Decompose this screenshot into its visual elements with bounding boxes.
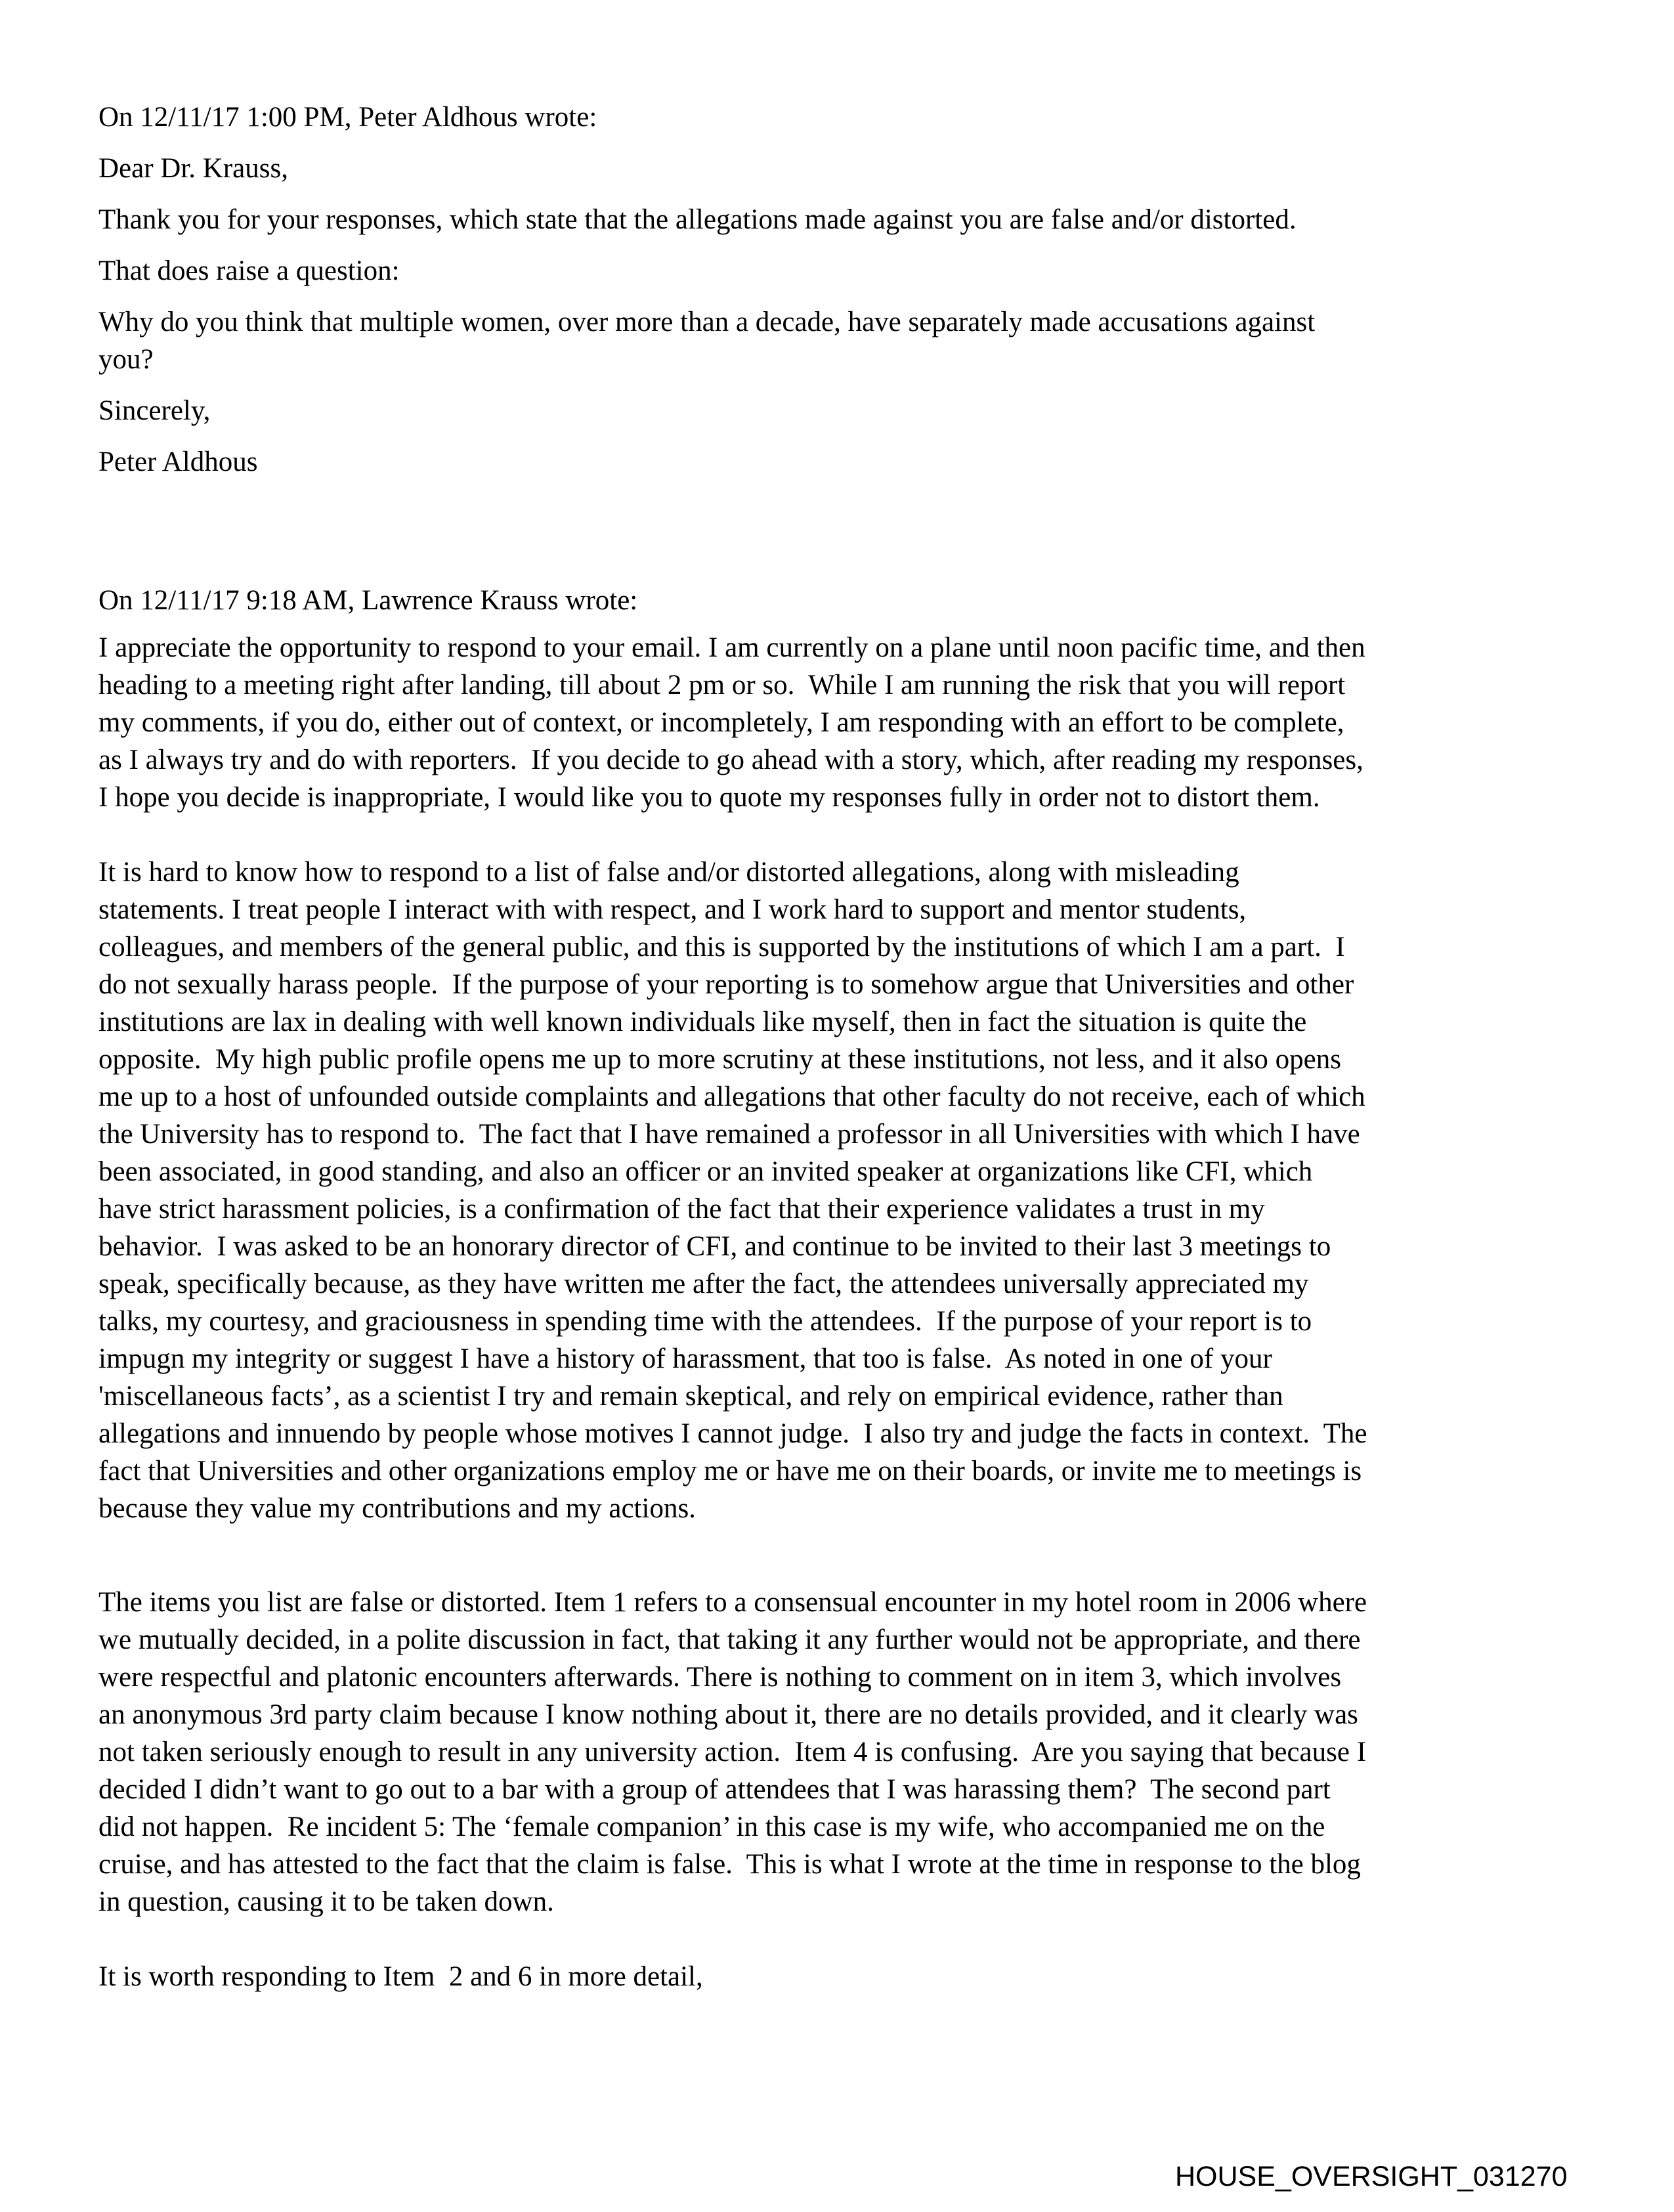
text-line: I appreciate the opportunity to respond to your email. I am currently on a plane until noon pacific time, and then xyxy=(98,632,1365,663)
text-line: the University has to respond to. The fact that I have remained a professor in all Universities with which I have xyxy=(98,1119,1360,1150)
email-2-paragraph-3 xyxy=(98,1584,1608,1920)
email-1-salutation: Dear Dr. Krauss, xyxy=(98,153,288,184)
text-line: colleagues, and members of the general public, and this is supported by the institutions of which I am a part. I xyxy=(98,932,1345,963)
email-2-header: On 12/11/17 9:18 AM, Lawrence Krauss wrote: xyxy=(98,585,638,616)
email-1-header: On 12/11/17 1:00 PM, Peter Aldhous wrote: xyxy=(98,102,597,133)
email-1-body-line-2: That does raise a question: xyxy=(98,255,400,286)
text-line: heading to a meeting right after landing, till about 2 pm or so. While I am running the risk that you will report xyxy=(98,670,1346,701)
text-line: speak, specifically because, as they have written me after the fact, the attendees universally appreciated my xyxy=(98,1269,1309,1299)
text-line: not taken seriously enough to result in any university action. Item 4 is confusing. Are you saying that because I xyxy=(98,1737,1367,1767)
text-line: fact that Universities and other organizations employ me or have me on their boards, or invite me to meetings is xyxy=(98,1456,1362,1486)
text-line: statements. I treat people I interact with with respect, and I work hard to support and mentor students, xyxy=(98,894,1247,925)
text-line: you? xyxy=(98,344,154,375)
text-line: impugn my integrity or suggest I have a history of harassment, that too is false. As noted in one of your xyxy=(98,1343,1272,1374)
text-line: as I always try and do with reporters. If you decide to go ahead with a story, which, after reading my responses, xyxy=(98,745,1363,775)
text-line: because they value my contributions and my actions. xyxy=(98,1493,696,1524)
email-1-closing: Sincerely, xyxy=(98,395,211,426)
text-line: do not sexually harass people. If the purpose of your reporting is to somehow argue that Universities and other xyxy=(98,969,1354,1000)
text-line: decided I didn’t want to go out to a bar with a group of attendees that I was harassing them? The second part xyxy=(98,1774,1331,1805)
email-2-paragraph-4 xyxy=(98,1958,1608,1995)
text-line: we mutually decided, in a polite discussion in fact, that taking it any further would not be appropriate, and there xyxy=(98,1624,1361,1655)
text-line: It is worth responding to Item 2 and 6 in more detail, xyxy=(98,1961,703,1992)
text-line: my comments, if you do, either out of context, or incompletely, I am responding with an effort to be complete, xyxy=(98,707,1344,738)
bates-number: HOUSE_OVERSIGHT_031270 xyxy=(1175,2161,1568,2192)
text-line: talks, my courtesy, and graciousness in spending time with the attendees. If the purpose of your report is to xyxy=(98,1306,1312,1337)
email-1-signature: Peter Aldhous xyxy=(98,446,258,477)
text-line: opposite. My high public profile opens me up to more scrutiny at these institutions, not less, and it also opens xyxy=(98,1044,1341,1075)
email-2-paragraph-1 xyxy=(98,629,1608,816)
text-line: allegations and innuendo by people whose motives I cannot judge. I also try and judge the facts in context. The xyxy=(98,1418,1367,1449)
text-line: Why do you think that multiple women, over more than a decade, have separately made accusations against xyxy=(98,307,1316,337)
text-line: have strict harassment policies, is a confirmation of the fact that their experience validates a trust in my xyxy=(98,1194,1265,1225)
email-2-paragraph-2 xyxy=(98,854,1608,1527)
email-1-question xyxy=(98,303,1608,378)
text-line: me up to a host of unfounded outside complaints and allegations that other faculty do not receive, each of which xyxy=(98,1081,1365,1112)
text-line: cruise, and has attested to the fact that the claim is false. This is what I wrote at the time in response to the blog xyxy=(98,1849,1361,1880)
email-1-body-line-1: Thank you for your responses, which state that the allegations made against you are false and/or distorted. xyxy=(98,204,1297,235)
text-line: were respectful and platonic encounters afterwards. There is nothing to comment on in item 3, which involves xyxy=(98,1662,1342,1693)
text-line: an anonymous 3rd party claim because I know nothing about it, there are no details provided, and it clearly was xyxy=(98,1699,1358,1730)
text-line: 'miscellaneous facts’, as a scientist I try and remain skeptical, and rely on empirical evidence, rather than xyxy=(98,1381,1283,1412)
text-line: been associated, in good standing, and also an officer or an invited speaker at organizations like CFI, which xyxy=(98,1156,1313,1187)
text-line: The items you list are false or distorted. Item 1 refers to a consensual encounter in my hotel room in 2006 where xyxy=(98,1587,1367,1618)
text-line: It is hard to know how to respond to a list of false and/or distorted allegations, along with misleading xyxy=(98,857,1239,888)
text-line: I hope you decide is inappropriate, I would like you to quote my responses fully in order not to distort them. xyxy=(98,782,1320,813)
text-line: in question, causing it to be taken down. xyxy=(98,1886,554,1917)
text-line: institutions are lax in dealing with well known individuals like myself, then in fact the situation is quite the xyxy=(98,1007,1307,1037)
text-line: behavior. I was asked to be an honorary director of CFI, and continue to be invited to their last 3 meetings to xyxy=(98,1231,1331,1262)
text-line: did not happen. Re incident 5: The ‘female companion’ in this case is my wife, who accompanied me on the xyxy=(98,1811,1325,1842)
